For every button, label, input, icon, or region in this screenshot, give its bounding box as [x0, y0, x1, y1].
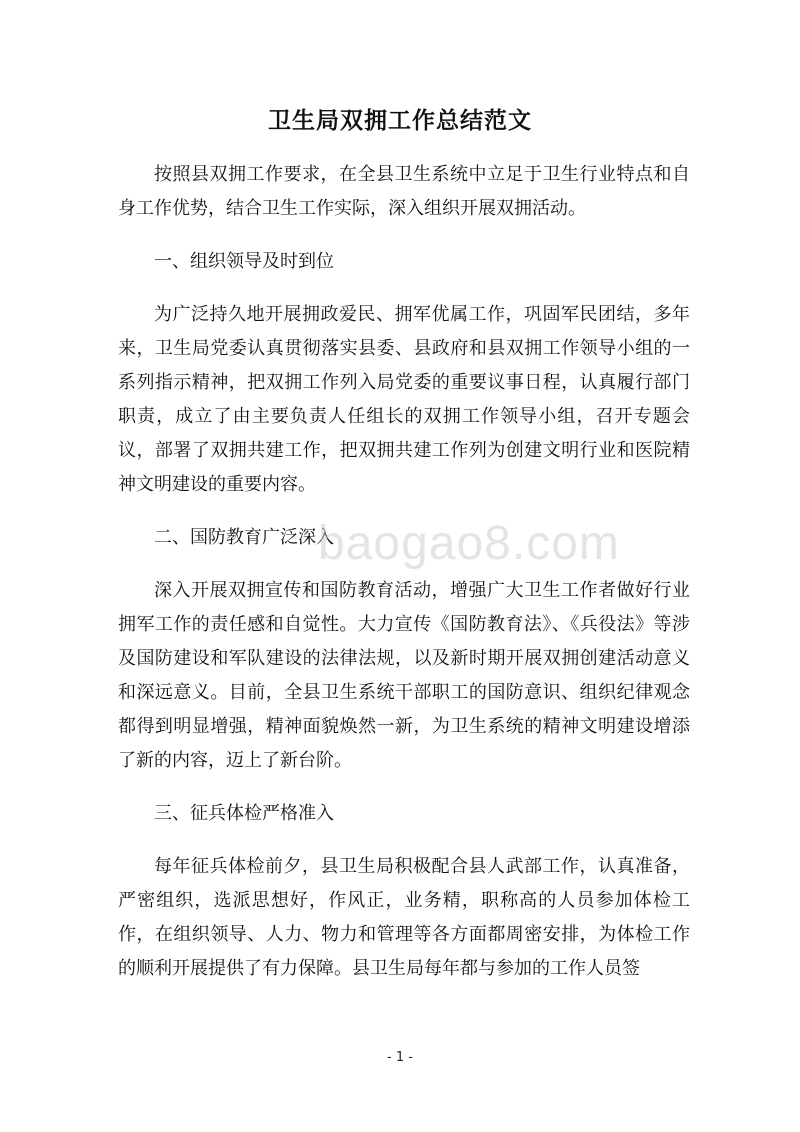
section-paragraph-1: 为广泛持久地开展拥政爱民、拥军优属工作，巩固军民团结，多年来，卫生局党委认真贯彻落实县委、县政府和县双拥工作领导小组的一系列指示精神，把双拥工作列入局党委的重要议事日程，认真履行部门职责，成立了由主要负责人任组长的双拥工作领导小组，召开专题会议，部署了双拥共建工作，把双拥共建工作列为创建文明行业和医院精神文明建设的重要内容。	[118, 304, 690, 495]
section-paragraph-2: 深入开展双拥宣传和国防教育活动，增强广大卫生工作者做好行业拥军工作的责任感和自觉性。大力宣传《国防教育法》、《兵役法》等涉及国防建设和军队建设的法律法规，以及新时期开展双拥创建活动意义和深远意义。目前，全县卫生系统干部职工的国防意识、组织纪律观念都得到明显增强，精神面貌焕然一新，为卫生系统的精神文明建设增添了新的内容，迈上了新台阶。	[118, 580, 690, 771]
page-number: - 1 -	[387, 1050, 413, 1065]
document-body	[118, 158, 690, 1005]
section-heading-3: 三、征兵体检严格准入	[154, 803, 334, 824]
intro-paragraph: 按照县双拥工作要求，在全县卫生系统中立足于卫生行业特点和自身工作优势，结合卫生工作实际，深入组织开展双拥活动。	[118, 164, 690, 219]
watermark: baogao8.com	[318, 517, 620, 570]
section-heading-2: 二、国防教育广泛深入	[154, 527, 334, 548]
section-heading-1: 一、组织领导及时到位	[154, 251, 334, 272]
document-title: 卫生局双拥工作总结范文	[268, 108, 532, 134]
section-paragraph-3: 每年征兵体检前夕，县卫生局积极配合县人武部工作，认真准备，严密组织，选派思想好，作风正，业务精，职称高的人员参加体检工作，在组织领导、人力、物力和管理等各方面都周密安排，为体检工作的顺利开展提供了有力保障。县卫生局每年都与参加的工作人员签	[118, 856, 690, 979]
